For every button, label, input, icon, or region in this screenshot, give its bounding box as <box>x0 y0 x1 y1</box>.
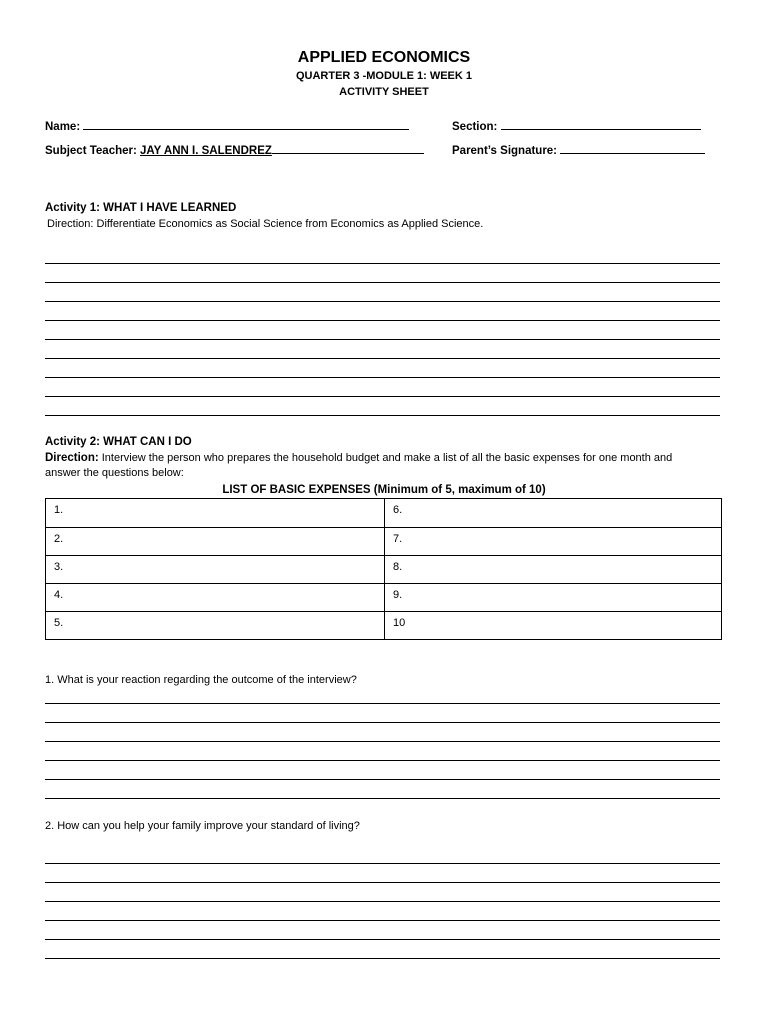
table-cell[interactable]: 4. <box>46 584 385 612</box>
answer-line[interactable] <box>45 901 720 902</box>
answer-line[interactable] <box>45 396 720 397</box>
answer-line[interactable] <box>45 358 720 359</box>
answer-line[interactable] <box>45 958 720 959</box>
answer-line[interactable] <box>45 722 720 723</box>
activity2-direction-text: Interview the person who prepares the household budget and make a list of all the basic expenses for one month and <box>101 452 673 464</box>
question-1: 1. What is your reaction regarding the outcome of the interview? <box>45 674 357 686</box>
table-cell[interactable]: 1. <box>46 499 385 528</box>
name-blank[interactable] <box>83 117 409 130</box>
table-cell[interactable]: 10 <box>385 612 722 640</box>
answer-line[interactable] <box>45 779 720 780</box>
table-row <box>46 499 722 528</box>
parent-signature-label: Parent’s Signature: <box>452 145 558 157</box>
expenses-table-title: LIST OF BASIC EXPENSES (Minimum of 5, maximum of 10) <box>222 484 546 496</box>
table-cell[interactable]: 6. <box>385 499 722 528</box>
table-row <box>46 612 722 640</box>
answer-line[interactable] <box>45 741 720 742</box>
table-row <box>46 584 722 612</box>
activity1-title: Activity 1: WHAT I HAVE LEARNED <box>45 202 237 214</box>
answer-line[interactable] <box>45 939 720 940</box>
section-blank[interactable] <box>501 117 701 130</box>
table-cell[interactable]: 9. <box>385 584 722 612</box>
answer-line[interactable] <box>45 920 720 921</box>
parent-signature-blank[interactable] <box>560 141 705 154</box>
activity2-direction-label: Direction: <box>45 452 99 464</box>
sheet-label: ACTIVITY SHEET <box>339 86 429 98</box>
teacher-label: Subject Teacher: <box>45 145 137 157</box>
answer-line[interactable] <box>45 863 720 864</box>
page-title: APPLIED ECONOMICS <box>297 49 471 66</box>
answer-line[interactable] <box>45 760 720 761</box>
teacher-field <box>45 141 424 157</box>
name-label: Name: <box>45 121 81 133</box>
answer-line[interactable] <box>45 703 720 704</box>
teacher-name: JAY ANN I. SALENDREZ <box>140 145 272 157</box>
table-cell[interactable]: 3. <box>46 556 385 584</box>
module-subtitle: QUARTER 3 -MODULE 1: WEEK 1 <box>295 70 472 82</box>
parent-signature-field <box>452 141 705 157</box>
section-label: Section: <box>452 121 498 133</box>
activity2-direction-cont: answer the questions below: <box>45 467 184 479</box>
activity1-direction: Direction: Differentiate Economics as Social Science from Economics as Applied Science. <box>47 218 484 230</box>
answer-line[interactable] <box>45 377 720 378</box>
question-2: 2. How can you help your family improve your standard of living? <box>45 820 360 832</box>
table-cell[interactable]: 7. <box>385 528 722 556</box>
expenses-table <box>45 498 722 640</box>
activity2-direction <box>45 452 672 464</box>
table-row <box>46 528 722 556</box>
name-field <box>45 117 409 133</box>
activity2-title: Activity 2: WHAT CAN I DO <box>45 436 192 448</box>
answer-line[interactable] <box>45 415 720 416</box>
answer-line[interactable] <box>45 798 720 799</box>
section-field <box>452 117 701 133</box>
answer-line[interactable] <box>45 339 720 340</box>
table-cell[interactable]: 8. <box>385 556 722 584</box>
teacher-blank <box>272 141 424 154</box>
table-cell[interactable]: 2. <box>46 528 385 556</box>
answer-line[interactable] <box>45 882 720 883</box>
answer-line[interactable] <box>45 282 720 283</box>
answer-line[interactable] <box>45 263 720 264</box>
answer-line[interactable] <box>45 301 720 302</box>
table-row <box>46 556 722 584</box>
answer-line[interactable] <box>45 320 720 321</box>
table-cell[interactable]: 5. <box>46 612 385 640</box>
